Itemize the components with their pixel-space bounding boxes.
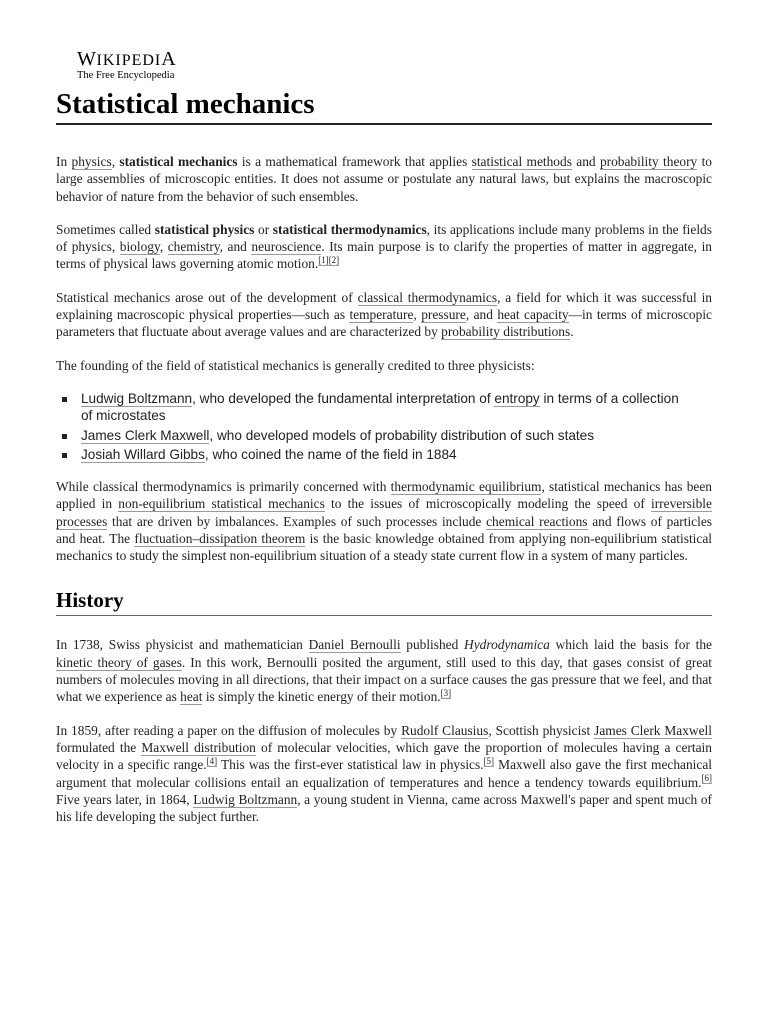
link-temperature[interactable]: temperature	[349, 307, 414, 323]
link-heat-capacity[interactable]: heat capacity	[497, 307, 569, 323]
link-pressure[interactable]: pressure	[421, 307, 466, 323]
link-statistical-methods[interactable]: statistical methods	[471, 154, 572, 169]
link-daniel-bernoulli[interactable]: Daniel Bernoulli	[308, 637, 401, 653]
link-thermodynamic-equilibrium[interactable]: thermodynamic equilibrium	[390, 478, 542, 494]
link-kinetic-theory-of-gases[interactable]: kinetic theory of gases	[56, 654, 182, 670]
link-non-equilibrium-statistical-mechanics[interactable]: non-equilibrium statistical mechanics	[118, 496, 325, 512]
link-chemistry[interactable]: chemistry	[167, 239, 220, 255]
list-item: Josiah Willard Gibbs, who coined the name of the field in 1884	[81, 446, 712, 464]
logo-wordmark: WIKIPEDIA	[77, 48, 177, 70]
link-fluctuation-dissipation-theorem[interactable]: fluctuation–dissipation theorem	[134, 530, 306, 546]
list-item: James Clerk Maxwell, who developed models of probability distribution of such states	[81, 427, 712, 445]
section-heading-history: History	[56, 586, 712, 616]
link-physics[interactable]: physics	[71, 154, 112, 169]
history-paragraph-2: In 1859, after reading a paper on the diffusion of molecules by Rudolf Clausius, Scottish physicist James Clerk Maxwell formulated the Maxwell distribution of molecular velocities, which gave the proportion of molecules having a certain velocity in a specific range.[4] This was the first-ever statistical law in physics.[5] Maxwell also gave the first mechanical argument that molecular collisions entail an equalization of temperatures and hence a tendency towards equilibrium.[6] Five years later, in 1864, Ludwig Boltzmann, a young student in Vienna, came across Maxwell's paper and spent much of his life developing the subject further.	[56, 722, 712, 825]
bullet-icon	[62, 453, 67, 458]
history-paragraph-1: In 1738, Swiss physicist and mathematician Daniel Bernoulli published Hydrodynamica which laid the basis for the kinetic theory of gases. In this work, Bernoulli posited the argument, still used to this day, that gases consist of great numbers of molecules moving in all directions, that their impact on a surface causes the gas pressure that we feel, and that what we experience as heat is simply the kinetic energy of their motion.[3]	[56, 637, 712, 705]
list-item: Ludwig Boltzmann, who developed the fundamental interpretation of entropy in terms of a collection of microstates	[81, 390, 712, 425]
reference-2[interactable]: [2]	[328, 255, 340, 266]
intro-paragraph-3: Statistical mechanics arose out of the development of classical thermodynamics, a field for which it was successful in explaining macroscopic physical properties—such as temperature, pressure, and heat capacity—in terms of microscopic parameters that fluctuate about average values and are characterized by probability distributions.	[56, 289, 712, 340]
page-title: Statistical mechanics	[56, 86, 712, 125]
link-rudolf-clausius[interactable]: Rudolf Clausius	[401, 722, 489, 738]
link-entropy[interactable]: entropy	[494, 390, 540, 406]
bullet-icon	[62, 434, 67, 439]
article-content	[56, 48, 712, 825]
link-josiah-willard-gibbs[interactable]: Josiah Willard Gibbs	[81, 447, 205, 463]
link-ludwig-boltzmann-history[interactable]: Ludwig Boltzmann	[193, 791, 298, 807]
link-neuroscience[interactable]: neuroscience	[251, 239, 322, 255]
bullet-icon	[62, 397, 67, 402]
link-probability-theory[interactable]: probability theory	[599, 154, 698, 169]
reference-3[interactable]: [3]	[440, 687, 452, 698]
intro-paragraph-5: While classical thermodynamics is primarily concerned with thermodynamic equilibrium, statistical mechanics has been applied in non-equilibrium statistical mechanics to the issues of microscopically modeling the speed of irreversible processes that are driven by imbalances. Examples of such processes include chemical reactions and flows of particles and heat. The fluctuation–dissipation theorem is the basic knowledge obtained from applying non-equilibrium statistical mechanics to study the simplest non-equilibrium situation of a steady state current flow in a system of many particles.	[56, 478, 712, 564]
link-irreversible-processes[interactable]: irreversible processes	[56, 496, 712, 529]
physicists-list	[56, 390, 712, 464]
reference-4[interactable]: [4]	[206, 755, 218, 766]
intro-paragraph-2: Sometimes called statistical physics or statistical thermodynamics, its applications include many problems in the fields of physics, biology, chemistry, and neuroscience. Its main purpose is to clarify the properties of matter in aggregate, in terms of physical laws governing atomic motion.[1][2]	[56, 221, 712, 272]
link-chemical-reactions[interactable]: chemical reactions	[486, 513, 588, 529]
intro-paragraph-1: In physics, statistical mechanics is a mathematical framework that applies statistical methods and probability theory to large assemblies of microscopic entities. It does not assume or postulate any natural laws, but explains the macroscopic behavior of nature from the behavior of such ensembles.	[56, 154, 713, 204]
reference-6[interactable]: [6]	[701, 773, 712, 784]
link-heat[interactable]: heat	[180, 689, 203, 705]
logo-tagline: The Free Encyclopedia	[77, 70, 175, 81]
wikipedia-logo[interactable]	[56, 48, 712, 86]
link-classical-thermodynamics[interactable]: classical thermodynamics	[357, 289, 498, 305]
link-james-clerk-maxwell[interactable]: James Clerk Maxwell	[81, 427, 210, 443]
reference-1[interactable]: [1]	[318, 255, 329, 266]
link-probability-distributions[interactable]: probability distributions	[441, 324, 571, 340]
link-maxwell-distribution[interactable]: Maxwell distribution	[141, 739, 256, 755]
reference-5[interactable]: [5]	[483, 755, 495, 766]
link-biology[interactable]: biology	[119, 239, 160, 255]
intro-paragraph-4: The founding of the field of statistical mechanics is generally credited to three physicists:	[56, 357, 535, 373]
link-james-clerk-maxwell-history[interactable]: James Clerk Maxwell	[594, 722, 712, 738]
link-ludwig-boltzmann[interactable]: Ludwig Boltzmann	[81, 390, 193, 406]
